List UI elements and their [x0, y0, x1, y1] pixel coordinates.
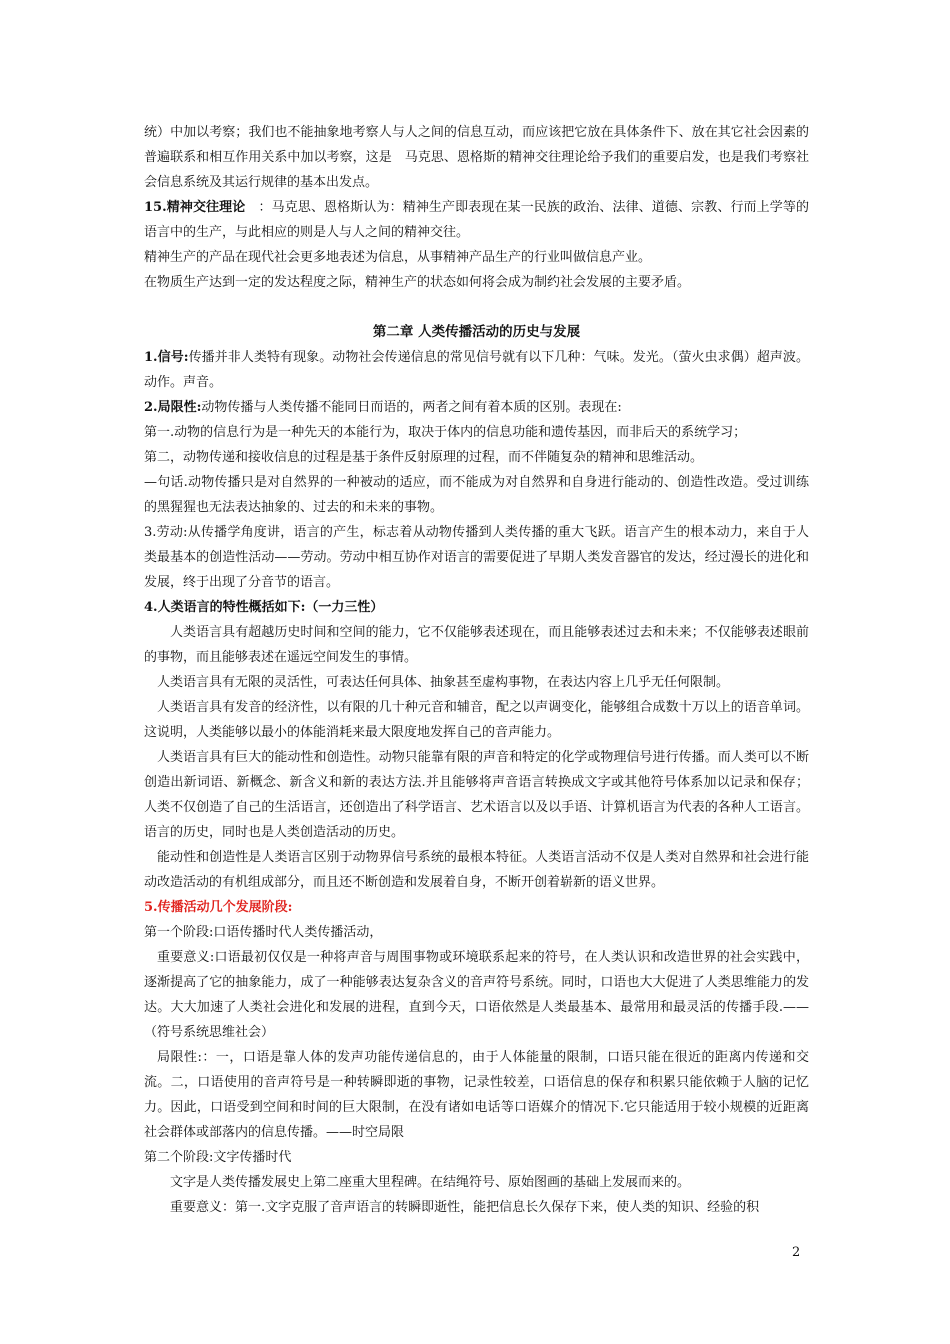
section-1-paragraph — [144, 345, 809, 395]
stage-1-heading: 第一个阶段:口语传播时代人类传播活动， — [144, 925, 383, 940]
list-item: 第一.动物的信息行为是一种先天的本能行为，取决于体内的信息功能和遗传基因，而非后天的系统学习； — [144, 425, 747, 440]
section-4-paragraph: 能动性和创造性是人类语言区别于动物界信号系统的最根本特征。人类语言活动不仅是人类对自然界和社会进行能动改造活动的有机组成部分，而且还不断创造和发展着自身，不断开创着崭新的语义世界。 — [144, 850, 809, 890]
stage-2-intro: 文字是人类传播发展史上第二座重大里程碑。在结绳符号、原始图画的基础上发展而来的。 — [170, 1175, 691, 1190]
section-2-text: 动物传播与人类传播不能同日而语的，两者之间有着本质的区别。表现在: — [201, 400, 622, 415]
chapter-title: 第二章 人类传播活动的历史与发展 — [372, 324, 581, 340]
document-page — [144, 120, 809, 1220]
page-number: 2 — [792, 1245, 801, 1260]
list-item: —句话.动物传播只是对自然界的一种被动的适应，而不能成为对自然界和自身进行能动的、创造性改造。受过训练的黑猩猩也无法表达抽象的、过去的和未来的事物。 — [144, 475, 809, 515]
section-15-text: ：马克思、恩格斯认为：精神生产即表现在某一民族的政治、法律、道德、宗教、行而上学等的语言中的生产，与此相应的则是人与人之间的精神交往。 — [144, 200, 809, 240]
section-4-paragraph: 人类语言具有无限的灵活性，可表达任何具体、抽象甚至虚构事物，在表达内容上几乎无任何限制。 — [157, 675, 730, 690]
section-2-label: 2.局限性: — [144, 400, 202, 415]
section-15-label: 15.精神交往理论 — [144, 200, 259, 215]
list-item: 第二，动物传递和接收信息的过程是基于条件反射原理的过程，而不伴随复杂的精神和思维活动。 — [144, 450, 704, 465]
stage-2-significance: 重要意义：第一.文字克服了音声语言的转瞬即逝性，能把信息长久保存下来，使人类的知识、经验的积 — [170, 1200, 760, 1215]
stage-2-heading: 第二个阶段:文字传播时代 — [144, 1150, 292, 1165]
stage-1-significance: 重要意义:口语最初仅仅是一种将声音与周围事物或环境联系起来的符号，在人类认识和改造世界的社会实践中，逐渐提高了它的抽象能力，成了一种能够表达复杂含义的音声符号系统。同时，口语也大大促进了人类思维能力的发达。大大加速了人类社会进化和发展的进程，直到今天，口语依然是人类最基本、最常用和最灵活的传播手段.——（符号系统思维社会） — [144, 950, 809, 1040]
section-4-paragraph: 人类语言具有超越历史时间和空间的能力，它不仅能够表述现在，而且能够表述过去和未来；不仅能够表述眼前的事物，而且能够表述在遥远空间发生的事情。 — [144, 625, 809, 665]
section-5-title: 5.传播活动几个发展阶段: — [144, 900, 293, 915]
section-15-paragraph — [144, 195, 809, 245]
section-2-paragraph — [144, 395, 809, 420]
paragraph: 精神生产的产品在现代社会更多地表述为信息，从事精神产品生产的行业叫做信息产业。 — [144, 250, 652, 265]
section-1-text: 传播并非人类特有现象。动物社会传递信息的常见信号就有以下几种：气味。发光。（萤火虫求偶）超声波。动作。声音。 — [144, 350, 809, 390]
stage-1-limitations: 局限性:：一，口语是靠人体的发声功能传递信息的，由于人体能量的限制，口语只能在很近的距离内传递和交流。二，口语使用的音声符号是一种转瞬即逝的事物，记录性较差，口语信息的保存和积累只能依赖于人脑的记忆力。因此，口语受到空间和时间的巨大限制，在没有诸如电话等口语媒介的情况下.它只能适用于较小规模的近距离社会群体或部落内的信息传播。——时空局限 — [144, 1050, 809, 1140]
section-4-paragraph: 人类语言具有发音的经济性，以有限的几十种元音和辅音，配之以声调变化，能够组合成数十万以上的语音单词。这说明，人类能够以最小的体能消耗来最大限度地发挥自己的音声能力。 — [144, 700, 809, 740]
section-4-title: 4.人类语言的特性概括如下:（一力三性） — [144, 600, 384, 615]
section-3-paragraph: 3.劳动:从传播学角度讲，语言的产生，标志着从动物传播到人类传播的重大飞跃。语言产生的根本动力，来自于人类最基本的创造性活动——劳动。劳动中相互协作对语言的需要促进了早期人类发音器官的发达，经过漫长的进化和发展，终于出现了分音节的语言。 — [144, 525, 809, 590]
section-1-label: 1.信号: — [144, 350, 189, 365]
paragraph: 统）中加以考察；我们也不能抽象地考察人与人之间的信息互动，而应该把它放在具体条件下、放在其它社会因素的普遍联系和相互作用关系中加以考察，这是 马克思、恩格斯的精神交往理论给予我们的重要启发，也是我们考察社会信息系统及其运行规律的基本出发点。 — [144, 125, 809, 190]
section-4-paragraph: 人类语言具有巨大的能动性和创造性。动物只能靠有限的声音和特定的化学或物理信号进行传播。而人类可以不断创造出新词语、新概念、新含义和新的表达方法.并且能够将声音语言转换成文字或其他符号体系加以记录和保存；人类不仅创造了自己的生活语言，还创造出了科学语言、艺术语言以及以手语、计算机语言为代表的各种人工语言。语言的历史，同时也是人类创造活动的历史。 — [144, 750, 809, 840]
paragraph: 在物质生产达到一定的发达程度之际，精神生产的状态如何将会成为制约社会发展的主要矛盾。 — [144, 275, 691, 290]
